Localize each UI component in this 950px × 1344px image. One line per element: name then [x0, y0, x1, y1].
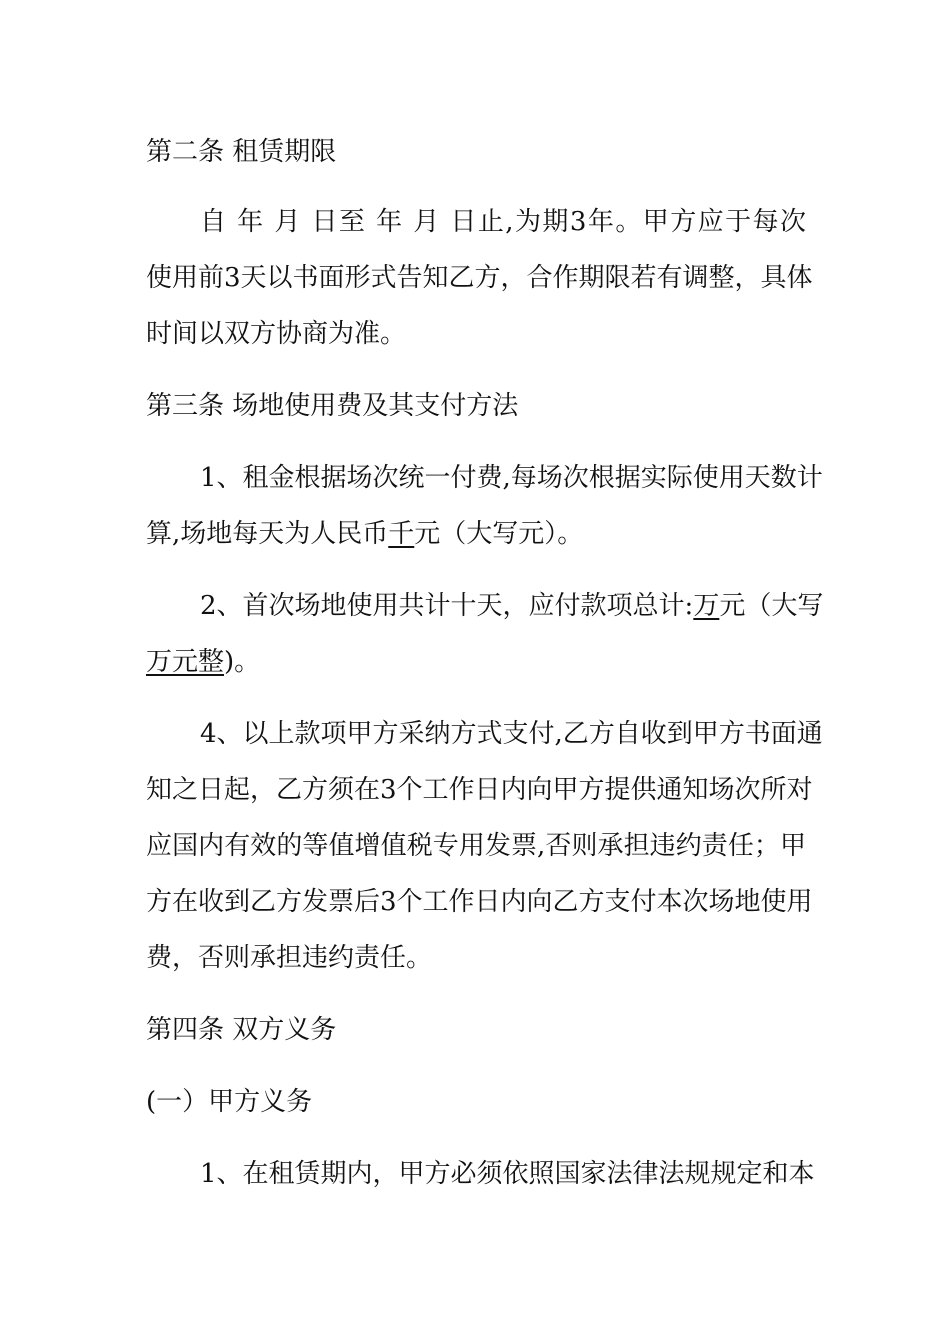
article-3-item-4-line-1: 4、以上款项甲方采纳方式支付,乙方自收到甲方书面通	[200, 719, 823, 749]
article-3-item-2-line-2	[146, 644, 260, 680]
text-segment: )。	[224, 647, 261, 677]
article-3-item-1-line-2	[146, 516, 583, 552]
article-3-heading: 第三条 场地使用费及其支付方法	[146, 391, 519, 421]
article-3-item-1-line-1: 1、租金根据场次统一付费,每场次根据实际使用天数计	[200, 463, 823, 493]
text-segment: 元（大写	[719, 591, 824, 621]
text-segment: 2、首次场地使用共计十天，应付款项总计:	[200, 591, 694, 621]
article-4-heading: 第四条 双方义务	[146, 1015, 337, 1045]
article-2-line-1: 自 年 月 日至 年 月 日止,为期3年。甲方应于每次	[200, 207, 806, 237]
underlined-amount: 万	[693, 591, 720, 621]
article-3-item-2-line-1	[200, 588, 824, 624]
text-segment: 元（大写元）。	[414, 519, 584, 549]
text-segment: 算,场地每天为人民币	[146, 519, 389, 549]
article-3-item-4-line-4: 方在收到乙方发票后3个工作日内向乙方支付本次场地使用	[146, 887, 813, 917]
underlined-amount: 万元整	[146, 647, 225, 677]
article-4-item-1-line-1: 1、在租赁期内，甲方必须依照国家法律法规规定和本	[200, 1159, 815, 1189]
article-2-line-2: 使用前3天以书面形式告知乙方，合作期限若有调整，具体	[146, 263, 813, 293]
article-2-line-3: 时间以双方协商为准。	[146, 319, 407, 349]
underlined-amount: 千	[388, 519, 415, 549]
article-3-item-4-line-5: 费，否则承担违约责任。	[146, 943, 433, 973]
article-2-heading: 第二条 租赁期限	[146, 137, 337, 167]
article-4-sub-1-heading: (一）甲方义务	[146, 1087, 313, 1117]
article-3-item-4-line-2: 知之日起，乙方须在3个工作日内向甲方提供通知场次所对	[146, 775, 813, 805]
article-3-item-4-line-3: 应国内有效的等值增值税专用发票,否则承担违约责任；甲	[146, 831, 806, 861]
